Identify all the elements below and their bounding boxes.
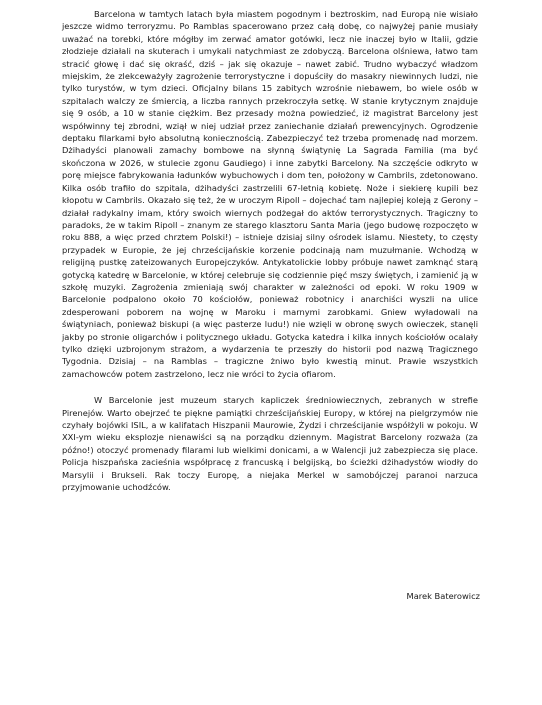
paragraph-2: W Barcelonie jest muzeum starych kapliczek średniowiecznych, zebranych w strefie Pirenejów. Warto obejrzeć te piękne pamiątki chrześcijańskiej Europy, w której na pielgrzymów nie czyhały bojówki ISIL, a w kalifatach Hiszpanii Maurowie, Żydzi i chrześcijanie współżyli w pokoju. W XXI-ym wieku eksplozje nienawiści są na porządku dziennym. Magistrat Barcelony rozważa (za późno!) otoczyć promenady filarami lub wielkimi donicami, a w Walencji już zabezpiecza się place. Policja hiszpańska zacieśnia współpracę z francuską i belgijską, bo ścieżki dżihadystów wiodły do Marsylii i Brukseli. Rak toczy Europę, a niejaka Merkel w samobójczej paranoi narzuca przyjmowanie uchodźców. xyxy=(62,395,478,493)
paragraph-1: Barcelona w tamtych latach była miastem pogodnym i beztroskim, nad Europą nie wisiało jeszcze widmo terroryzmu. Po Ramblas spacerowano przez całą dobę, co najwyżej panie musiały uważać na torebki, które mógłby im zerwać amator gotówki, lecz nie inaczej było w Italii, gdzie złodzieje działali na skuterach i umykali natychmiast ze zdobyczą. Barcelona olśniewa, łatwo tam stracić głowę i dać się okraść, dziś – jak się okazuje – nawet zabić. Trudno wybaczyć władzom miejskim, że zlekceważyły zagrożenie terrorystyczne i dopuściły do masakry niewinnych ludzi, nie tylko turystów, w tym dzieci. Oficjalny bilans 15 zabitych wzrośnie niebawem, bo wiele osób w szpitalach walczy ze śmiercią, a liczba rannych przekroczyła setkę. W stanie krytycznym znajduje się 9 osób, a 10 w stanie ciężkim. Bez przesady można powiedzieć, iż magistrat Barcelony jest współwinny tej zbrodni, wziął w niej udział przez zaniechanie działań prewencyjnych. Ogrodzenie deptaku filarkami było absolutną koniecznością. Zabezpieczyć też trzeba promenadę nad morzem. Dżihadyści planowali zamachy bombowe na słynną świątynię La Sagrada Familia (ma być skończona w 2026, w stulecie zgonu Gaudiego) i inne zabytki Barcelony. Na szczęście odkryto w porę miejsce fabrykowania ładunków wybuchowych i dom ten, położony w Cambrils, zdetonowano. Kilka osób trafiło do szpitala, dżihadyści zastrzelili 67-letnią kobietę. Noże i siekierę kupili bez kłopotu w Cambrils. Okazało się też, że w uroczym Ripoll – dojechać tam najlepiej koleją z Gerony – działał radykalny imam, który swoich wiernych podżegał do aktów terrorystycznych. Tragiczny to paradoks, że w takim Ripoll – znanym ze starego klasztoru Santa Maria (jego budowę rozpoczęto w roku 888, a więc przed chrztem Polski!) – istnieje dzisiaj silny ośrodek islamu. Niestety, to częsty przypadek w Europie, że jej chrześcijańskie korzenie podcinają nam muzułmanie. Wchodzą w religijną pustkę zateizowanych Europejczyków. Antykatolickie lobby próbuje nawet zamknąć starą gotycką katedrę w Barcelonie, w której celebruje się codziennie pięć mszy świętych, i zamienić ją w szkołę muzyki. Zagrożenia zmieniają swój charakter w zależności od epoki. W roku 1909 w Barcelonie podpalono około 70 kościołów, ponieważ robotnicy i anarchiści wyszli na ulice zdesperowani poborem na wojnę w Maroku i marnymi zarobkami. Gniew wyładowali na świątyniach, ponieważ biskupi (a więc pasterze ludu!) nie wzięli w obronę swych owieczek, stanęli jakby po stronie oligarchów i politycznego układu. Gotycka katedra i kilka innych kościołów ocalały tylko dzięki uzbrojonym strażom, a wydarzenia te przeszły do historii pod nazwą Tragicznego Tygodnia. Dzisiaj – na Ramblas – tragiczne żniwo było kwestią minut. Prawie wszystkich zamachowców potem zastrzelono, lecz nie wróci to życia ofiarom. xyxy=(62,9,478,379)
article-body xyxy=(62,8,478,493)
author-signature: Marek Baterowicz xyxy=(406,591,480,601)
